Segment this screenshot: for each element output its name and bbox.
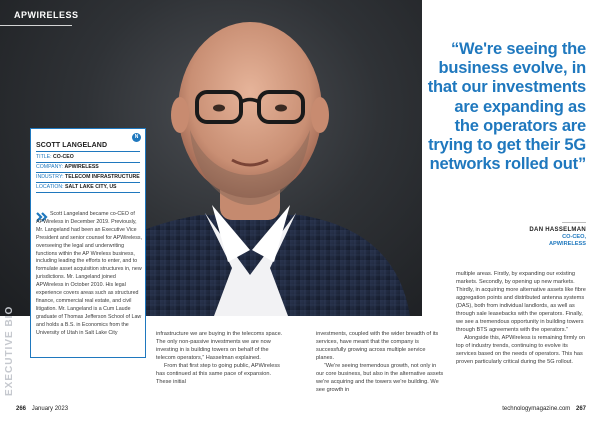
bio-paragraph: Scott Langeland became co-CEO of APWireless in December 2019. Previously, Mr. Langeland had been an Executive Vice President and senior counsel for APWireless, overseeing the legal and underwriting functions within the AP Wireless business, including leading the efforts to enter, and to formulate asset acquisition structures in, new jurisdictions. Mr. Langeland joined APWireless in October 2010. His legal experience covers areas such as structured finance, commercial real estate, and civil litigation. Mr. Langeland is a Cum Laude graduate of Thomas Jefferson School of Law and holds a B.S. in Economics from the University of Utah in Salt Lake City — [36, 211, 142, 336]
bio-badge-icon: N — [132, 133, 141, 142]
bio-row-label: LOCATION: — [36, 184, 64, 190]
page-number-right: 267 — [575, 406, 586, 412]
article-paragraph: infrastructure we are buying in the telecoms space. The only non-passive investments we are now investing in is building towers on behalf of the telecom operators,” Hasselman explained. — [156, 331, 283, 361]
quote-attribution-name: DAN HASSELMAN — [529, 227, 586, 233]
bio-row-industry — [36, 173, 140, 183]
executive-bio-card — [30, 128, 146, 358]
article-column-1 — [156, 330, 284, 386]
bio-row-label: INDUSTRY: — [36, 174, 64, 180]
quote-divider — [562, 222, 586, 223]
website-link[interactable]: technologymagazine.com — [502, 406, 571, 412]
page-number-left: 266 — [16, 406, 27, 412]
quote-role-line-1: CO-CEO, — [562, 234, 586, 240]
quote-attribution-role — [549, 234, 586, 248]
bio-row-label: TITLE: — [36, 154, 52, 160]
bio-row-title — [36, 153, 140, 163]
article-paragraph: multiple areas. Firstly, by expanding our existing markets. Secondly, by opening up new markets. Thirdly, in acquiring more alternative assets like fibre aggregation points and distributed antenna systems (DAS), both from individual landlords, as well as through sale leasebacks with the operators. Finally, we see a tremendous opportunity in building towers through BTS agreements with the operators.” — [456, 271, 586, 333]
bio-row-location — [36, 183, 140, 193]
section-label-vertical: EXECUTIVE BIO — [4, 305, 15, 396]
issue-date: January 2023 — [31, 406, 69, 412]
quote-role-line-2: APWIRELESS — [549, 240, 586, 247]
pull-quote: “We're seeing the business evolve, in that our investments are expanding as the operators are trying to get their 5G networks rolled out” — [427, 40, 586, 174]
bio-row-value: TELECOM INFRASTRUCTURE — [65, 174, 140, 180]
article-column-2 — [316, 330, 444, 394]
bio-divider — [36, 151, 140, 152]
article-paragraph: investments, coupled with the wider breadth of its services, have meant that the company is successfully growing across multiple service planes. — [316, 331, 439, 361]
footer-left — [16, 406, 68, 412]
article-column-3 — [456, 270, 586, 366]
bio-row-value: APWIRELESS — [64, 164, 99, 170]
bio-name: SCOTT LANGELAND — [36, 142, 108, 149]
bio-row-value: CO-CEO — [53, 154, 74, 160]
bio-row-company — [36, 163, 140, 173]
pull-quote-panel — [422, 0, 600, 262]
article-paragraph: From that first step to going public, APWireless has continued at this same pace of expansion. These initial — [156, 363, 280, 385]
bio-row-label: COMPANY: — [36, 164, 63, 170]
brand-label: APWIRELESS — [14, 10, 79, 20]
brand-divider — [0, 25, 72, 26]
bio-row-value: SALT LAKE CITY, US — [65, 184, 117, 190]
article-paragraph: Alongside this, APWireless is remaining firmly on top of industry trends, continuing to evolve its services based on the needs of operators. This has proven particularly critical during the 5G rollout. — [456, 335, 585, 365]
article-paragraph: “We're seeing tremendous growth, not only in our core business, but also in the alternative assets we're acquiring and the towers we're building. We see growth in — [316, 363, 444, 393]
footer-right — [502, 406, 586, 412]
